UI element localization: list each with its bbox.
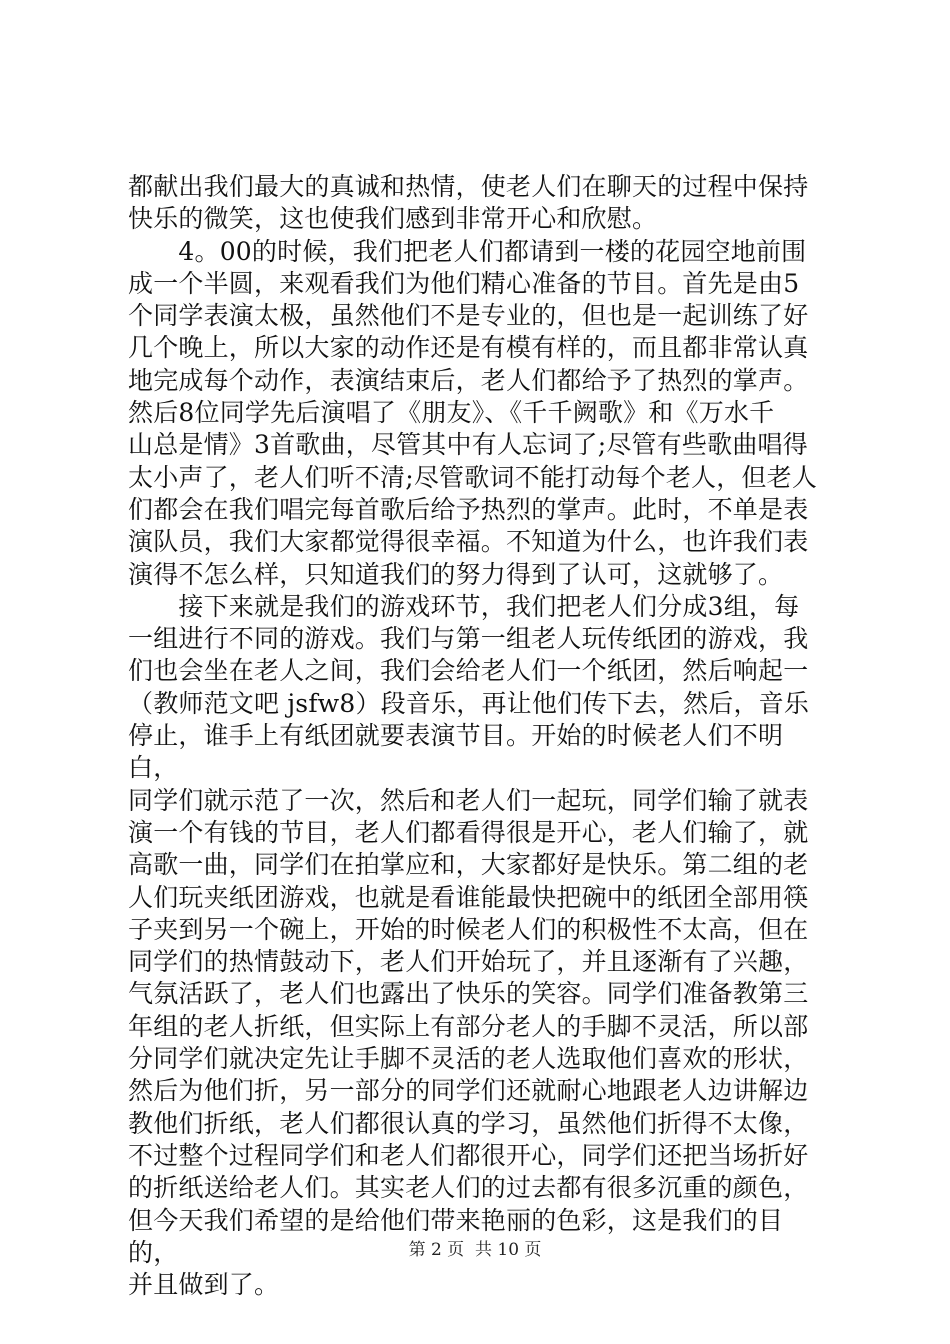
paragraph-performance: 4。00的时候，我们把老人们都请到一楼的花园空地前围 成一个半圆，来观看我们为他们精心准备的节目。首先是由5 个同学表演太极，虽然他们不是专业的，但也是一起训练了好 几个晚上，所以大家的动作还是有模有样的，而且都非常认真 地完成每个动作，表演结束后，老人们都给予了热烈的掌声。 然后8位同学先后演唱了《朋友》、《千千阙歌》和《万水千 山总是情》3首歌曲，尽管其中有人忘词了;尽管有些歌曲唱得 太小声了，老人们听不清;尽管歌词不能打动每个老人，但老人 们都会在我们唱完每首歌后给予热烈的掌声。此时，不单是表 演队员，我们大家都觉得很幸福。不知道为什么，也许我们表 演得不怎么样，只知道我们的努力得到了认可，这就够了。 [128,236,818,589]
page-number-footer: 第 2 页 共 10 页 [408,1240,542,1260]
document-body [128,171,828,1301]
paragraph-games: 接下来就是我们的游戏环节，我们把老人们分成3组，每 一组进行不同的游戏。我们与第一组老人玩传纸团的游戏，我 们也会坐在老人之间，我们会给老人们一个纸团，然后响起一 （教师范文吧 jsfw8）段音乐，再让他们传下去，然后，音乐 停止，谁手上有纸团就要表演节目。开始的时候老人们不明白， 同学们就示范了一次，然后和老人们一起玩，同学们输了就表 演一个有钱的节目，老人们都看得很是开心，老人们输了，就 高歌一曲，同学们在拍掌应和，大家都好是快乐。第二组的老 人们玩夹纸团游戏，也就是看谁能最快把碗中的纸团全部用筷 子夹到另一个碗上，开始的时候老人们的积极性不太高，但在 同学们的热情鼓动下，老人们开始玩了，并且逐渐有了兴趣， 气氛活跃了，老人们也露出了快乐的笑容。同学们准备教第三 年组的老人折纸，但实际上有部分老人的手脚不灵活，所以部 分同学们就决定先让手脚不灵活的老人选取他们喜欢的形状， 然后为他们折，另一部分的同学们还就耐心地跟老人边讲解边 教他们折纸，老人们都很认真的学习，虽然他们折得不太像， 不过整个过程同学们和老人们都很开心，同学们还把当场折好 的折纸送给老人们。其实老人们的过去都有很多沉重的颜色， 但今天我们希望的是给他们带来艳丽的色彩，这是我们的目的， 并且做到了。 [128,591,810,1300]
paragraph-continuation: 都献出我们最大的真诚和热情，使老人们在聊天的过程中保持 快乐的微笑，这也使我们感到非常开心和欣慰。 [128,172,809,234]
